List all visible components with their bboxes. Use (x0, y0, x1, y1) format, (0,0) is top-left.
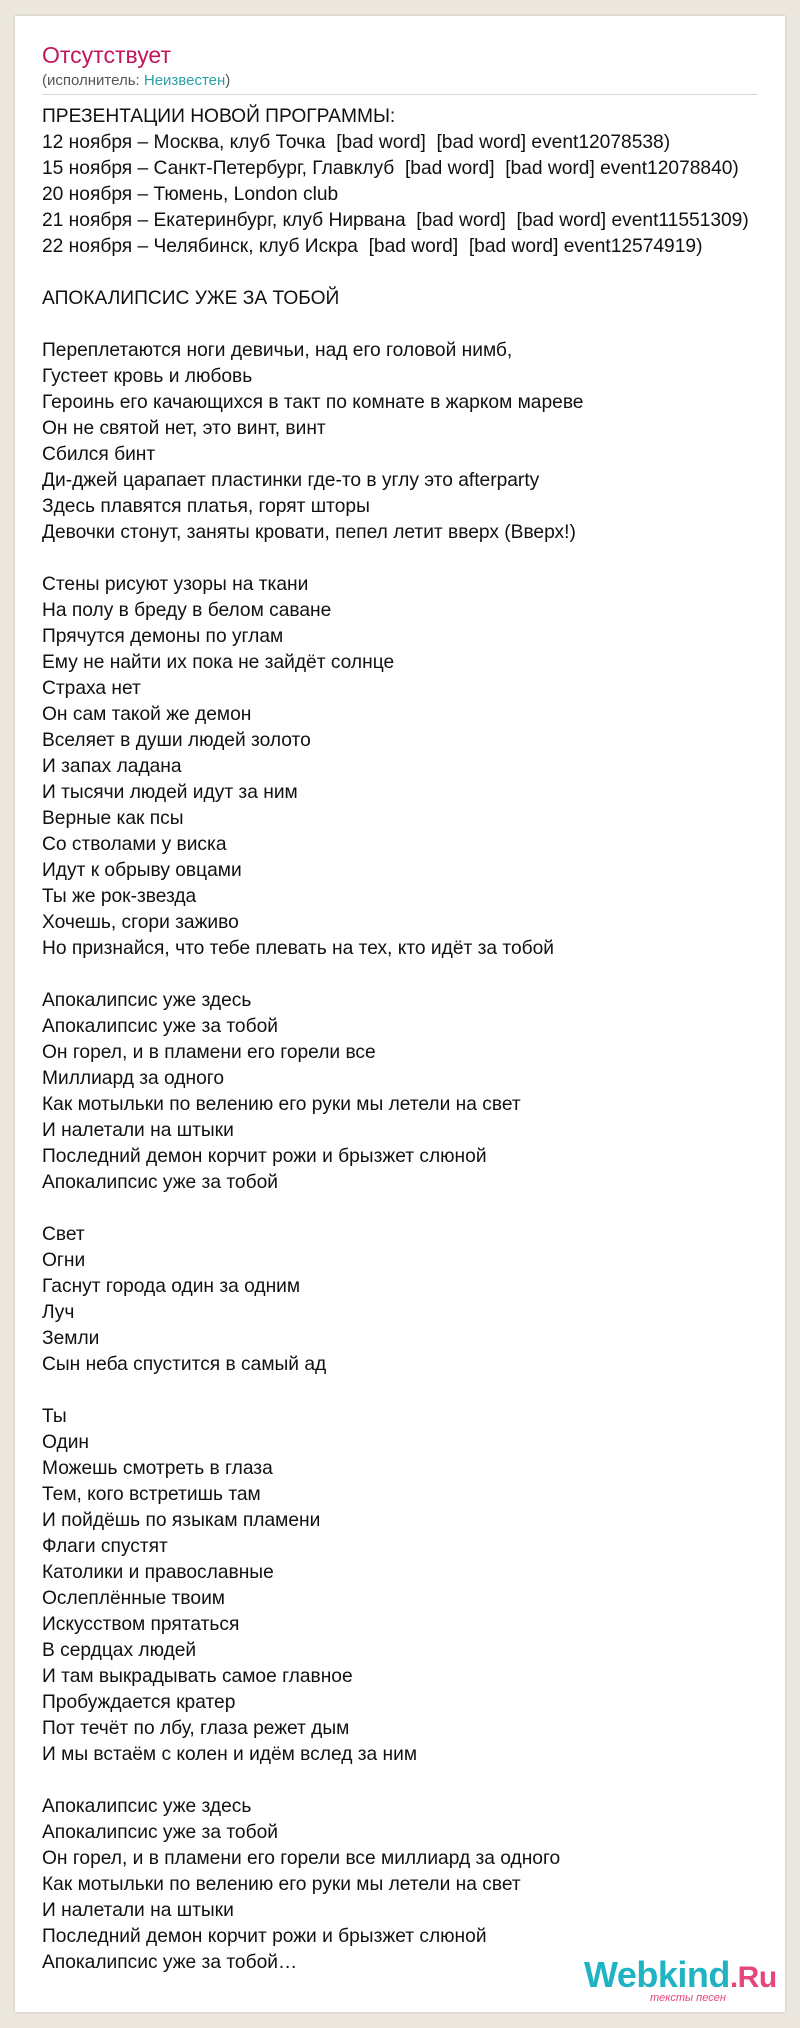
blank-line (42, 312, 800, 338)
lyric-line: Ослеплённые твоим (42, 1588, 225, 1609)
lyric-line: Переплетаются ноги девичьи, над его головой нимб, (42, 340, 513, 361)
lyric-line: Свет (42, 1224, 85, 1245)
lyric-line: В сердцах людей (42, 1640, 197, 1661)
lyric-line: ПРЕЗЕНТАЦИИ НОВОЙ ПРОГРАММЫ: (42, 106, 396, 127)
lyric-line: Ты же рок-звезда (42, 886, 197, 907)
lyric-line: 12 ноября – Москва, клуб Точка [bad word] [bad word] event12078538) (42, 132, 671, 153)
lyric-line: Луч (42, 1302, 75, 1323)
performer-suffix: ) (225, 72, 231, 89)
performer-link[interactable]: Неизвестен (143, 72, 226, 89)
lyric-line: Апокалипсис уже за тобой… (42, 1952, 298, 1973)
lyric-line: Страха нет (42, 678, 141, 699)
lyric-line: Можешь смотреть в глаза (42, 1458, 273, 1479)
lyrics-body (42, 104, 800, 1976)
song-title: Отсутствует (42, 42, 171, 68)
lyric-line: Он сам такой же демон (42, 704, 252, 725)
lyric-line: Сбился бинт (42, 444, 156, 465)
lyric-line: Один (42, 1432, 90, 1453)
lyric-line: Он не святой нет, это винт, винт (42, 418, 326, 439)
lyric-line: Апокалипсис уже здесь (42, 1796, 252, 1817)
lyric-line: И пойдёшь по языкам пламени (42, 1510, 321, 1531)
lyric-line: Апокалипсис уже за тобой (42, 1822, 278, 1843)
lyric-line: И там выкрадывать самое главное (42, 1666, 353, 1687)
lyric-line: Миллиард за одного (42, 1068, 224, 1089)
logo-tagline: тексты песен (650, 1992, 726, 2004)
lyric-line: И запах ладана (42, 756, 182, 777)
lyric-line: И налетали на штыки (42, 1900, 234, 1921)
title-divider (42, 94, 757, 95)
lyric-line: Ди-джей царапает пластинки где-то в углу это afterparty (42, 470, 540, 491)
lyric-line: Здесь плавятся платья, горят шторы (42, 496, 370, 517)
lyric-line: Стены рисуют узоры на ткани (42, 574, 309, 595)
lyric-line: 20 ноября – Тюмень, London club (42, 184, 339, 205)
lyric-line: Как мотыльки по велению его руки мы летели на свет (42, 1874, 521, 1895)
lyric-line: На полу в бреду в белом саване (42, 600, 332, 621)
blank-line (42, 1196, 800, 1222)
performer-prefix: (исполнитель: (42, 72, 144, 89)
blank-line (42, 962, 800, 988)
lyric-line: Он горел, и в пламени его горели все миллиард за одного (42, 1848, 561, 1869)
lyric-line: И налетали на штыки (42, 1120, 234, 1141)
lyric-line: 15 ноября – Санкт-Петербург, Главклуб [bad word] [bad word] event12078840) (42, 158, 739, 179)
lyric-line: Ты (42, 1406, 67, 1427)
logo-tld: .Ru (729, 1961, 777, 1994)
lyric-line: Как мотыльки по велению его руки мы летели на свет (42, 1094, 521, 1115)
lyric-line: Последний демон корчит рожи и брызжет слюной (42, 1926, 487, 1947)
lyric-line: Флаги спустят (42, 1536, 168, 1557)
logo-word: Webkind (584, 1954, 730, 1995)
lyric-line: Апокалипсис уже за тобой (42, 1016, 278, 1037)
lyric-line: Искусством прятаться (42, 1614, 240, 1635)
lyric-line: Девочки стонут, заняты кровати, пепел летит вверх (Вверх!) (42, 522, 576, 543)
lyric-line: Гаснут города один за одним (42, 1276, 301, 1297)
lyric-line: Пробуждается кратер (42, 1692, 236, 1713)
lyric-line: Пот течёт по лбу, глаза режет дым (42, 1718, 350, 1739)
webkind-logo[interactable] (584, 1954, 777, 2010)
blank-line (42, 546, 800, 572)
lyric-line: Густеет кровь и любовь (42, 366, 253, 387)
lyric-line: Земли (42, 1328, 100, 1349)
logo-wordmark (584, 1954, 777, 1996)
lyric-line: Идут к обрыву овцами (42, 860, 242, 881)
lyric-line: Хочешь, сгори заживо (42, 912, 239, 933)
lyric-line: АПОКАЛИПСИС УЖЕ ЗА ТОБОЙ (42, 288, 340, 309)
lyric-line: Католики и православные (42, 1562, 274, 1583)
lyric-line: Он горел, и в пламени его горели все (42, 1042, 376, 1063)
lyric-line: Вселяет в души людей золото (42, 730, 311, 751)
performer-line (42, 72, 230, 89)
lyric-line: Со стволами у виска (42, 834, 227, 855)
blank-line (42, 260, 800, 286)
blank-line (42, 1378, 800, 1404)
lyric-line: Последний демон корчит рожи и брызжет слюной (42, 1146, 487, 1167)
lyric-line: Но признайся, что тебе плевать на тех, кто идёт за тобой (42, 938, 555, 959)
lyric-line: Огни (42, 1250, 86, 1271)
lyric-line: Сын неба спустится в самый ад (42, 1354, 327, 1375)
lyric-line: Апокалипсис уже здесь (42, 990, 252, 1011)
lyric-line: 21 ноября – Екатеринбург, клуб Нирвана [bad word] [bad word] event11551309) (42, 210, 749, 231)
blank-line (42, 1768, 800, 1794)
lyric-line: Апокалипсис уже за тобой (42, 1172, 278, 1193)
lyric-line: Героинь его качающихся в такт по комнате в жарком мареве (42, 392, 584, 413)
lyric-line: Прячутся демоны по углам (42, 626, 284, 647)
lyric-line: И мы встаём с колен и идём вслед за ним (42, 1744, 418, 1765)
lyric-line: И тысячи людей идут за ним (42, 782, 298, 803)
lyric-line: Верные как псы (42, 808, 184, 829)
lyric-line: Ему не найти их пока не зайдёт солнце (42, 652, 395, 673)
lyric-line: 22 ноября – Челябинск, клуб Искра [bad word] [bad word] event12574919) (42, 236, 703, 257)
lyric-line: Тем, кого встретишь там (42, 1484, 261, 1505)
